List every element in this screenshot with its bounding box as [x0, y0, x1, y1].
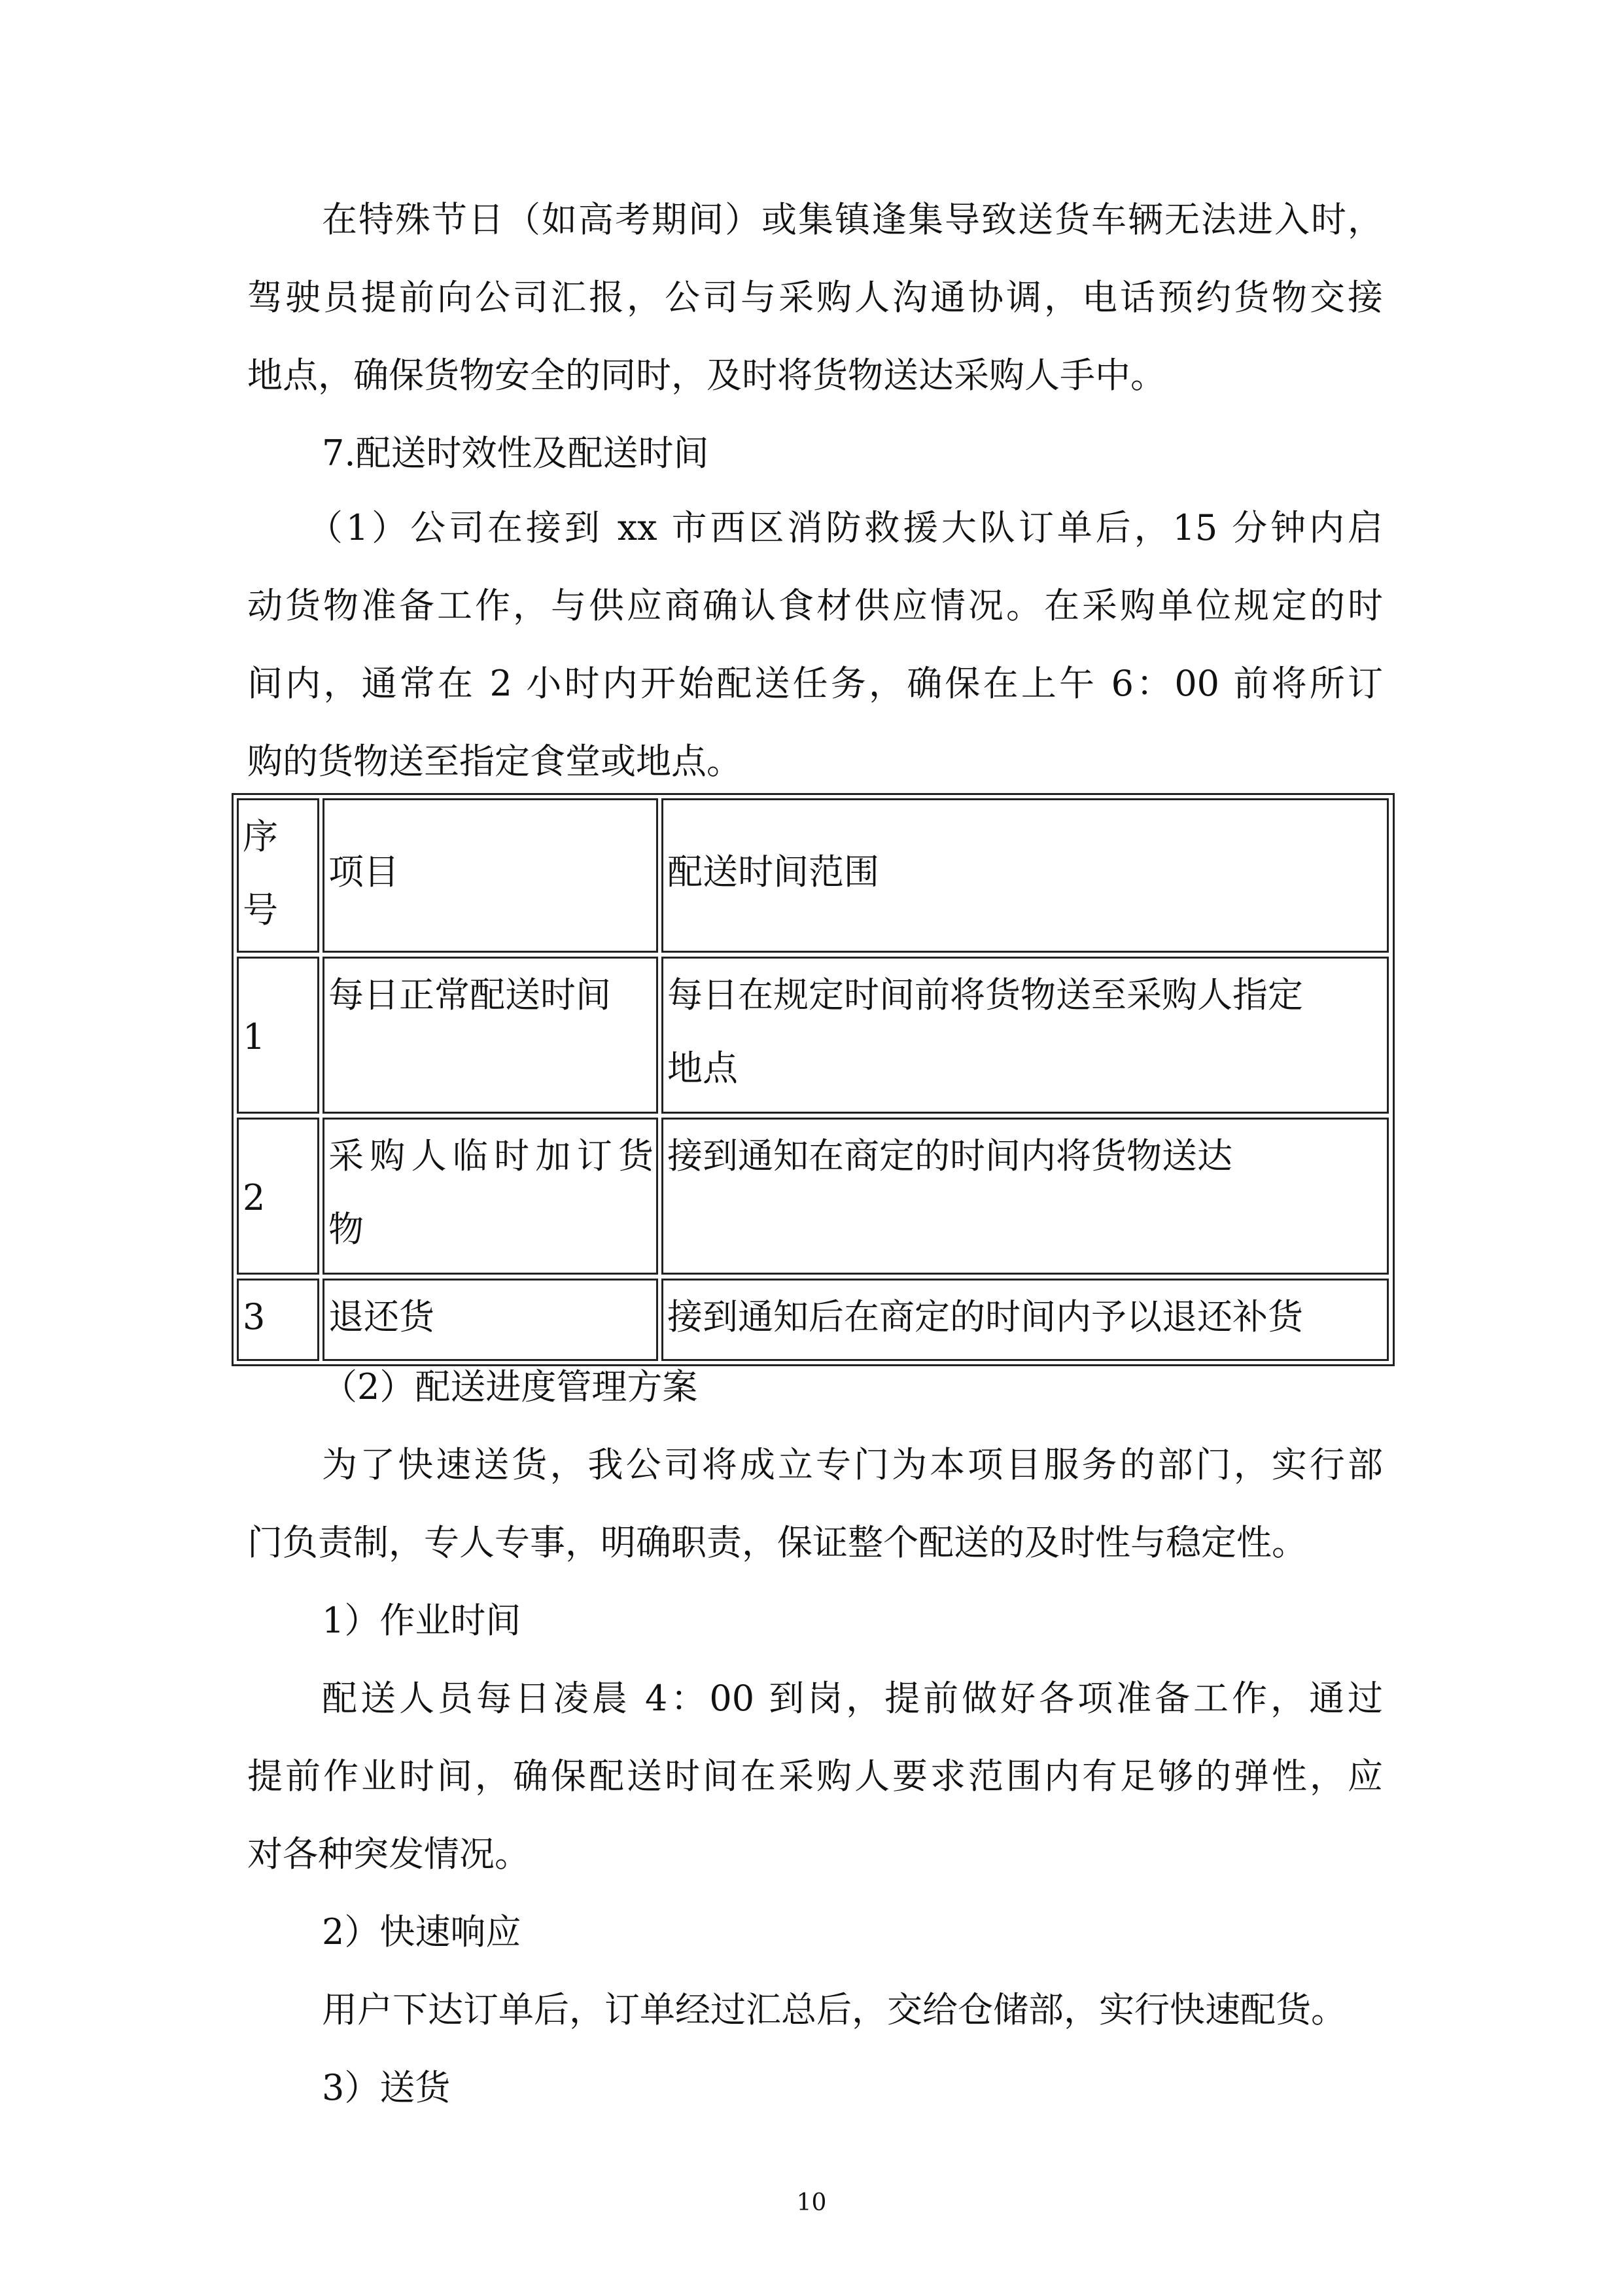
- table-header-range: [661, 798, 1389, 953]
- para1-line1: 在特殊节日（如高考期间）或集镇逢集导致送货车辆无法进入时，: [322, 199, 1383, 240]
- table-row1-range-line1: 每日在规定时间前将货物送至采购人指定: [667, 974, 1303, 1016]
- table-row1-item-line1: 每日正常配送时间: [328, 974, 611, 1016]
- section-heading-7: 7.配送时效性及配送时间: [322, 433, 709, 474]
- page-number: 10: [796, 2189, 827, 2216]
- item2-title: 2）快速响应: [322, 1911, 521, 1952]
- table-header-no-line1: 序: [243, 816, 278, 857]
- para2-line2: 动货物准备工作，与供应商确认食材供应情况。在采购单位规定的时: [247, 585, 1383, 626]
- table-row3-range: [661, 1279, 1389, 1361]
- intro-line1: 为了快速送货，我公司将成立专门为本项目服务的部门，实行部: [322, 1444, 1383, 1485]
- table-row1-range-line2: 地点: [667, 1048, 738, 1089]
- table-header-item-label: 项目: [328, 851, 399, 892]
- item2-line1: 用户下达订单后，订单经过汇总后，交给仓储部，实行快速配货。: [322, 1989, 1346, 2030]
- table-row1-range: [661, 957, 1389, 1114]
- table-row2-no-value: 2: [243, 1177, 266, 1218]
- item1-title: 1）作业时间: [322, 1600, 521, 1641]
- table-row3-item: [323, 1279, 658, 1361]
- table-row3-item-line1: 退还货: [328, 1296, 434, 1337]
- para2-line1: （1）公司在接到 xx 市西区消防救援大队订单后，15 分钟内启: [307, 507, 1383, 548]
- item1-line1: 配送人员每日凌晨 4：00 到岗，提前做好各项准备工作，通过: [322, 1678, 1383, 1719]
- table-row2-item-line2: 物: [328, 1209, 364, 1250]
- item1-line2: 提前作业时间，确保配送时间在采购人要求范围内有足够的弹性，应: [247, 1756, 1383, 1797]
- table-row2-range: [661, 1118, 1389, 1275]
- intro-line2: 门负责制，专人专事，明确职责，保证整个配送的及时性与稳定性。: [247, 1522, 1307, 1563]
- table-header-no: [237, 798, 319, 953]
- table-row3-no: [237, 1279, 319, 1361]
- table-header-no-line2: 号: [243, 889, 278, 930]
- table-row2-item-line1: 采购人临时加订货: [328, 1135, 654, 1176]
- table-header-range-label: 配送时间范围: [667, 851, 879, 892]
- table-row3-range-line1: 接到通知后在商定的时间内予以退还补货: [667, 1296, 1303, 1337]
- item3-title: 3）送货: [322, 2067, 451, 2108]
- table-row1-no-value: 1: [243, 1016, 266, 1057]
- table-row3-no-value: 3: [243, 1296, 266, 1337]
- para1-line3: 地点，确保货物安全的同时，及时将货物送达采购人手中。: [247, 355, 1166, 396]
- para2-line4: 购的货物送至指定食堂或地点。: [247, 741, 742, 782]
- subheading-2: （2）配送进度管理方案: [322, 1366, 698, 1407]
- table-row2-range-line1: 接到通知在商定的时间内将货物送达: [667, 1135, 1232, 1176]
- para1-line2: 驾驶员提前向公司汇报，公司与采购人沟通协调，电话预约货物交接: [247, 277, 1383, 318]
- table-row2-no: [237, 1118, 319, 1275]
- table-header-item: [323, 798, 658, 953]
- table-row1-item: [323, 957, 658, 1114]
- item1-line3: 对各种突发情况。: [247, 1833, 530, 1875]
- table-row2-item: [323, 1118, 658, 1275]
- table-row1-no: [237, 957, 319, 1114]
- para2-line3: 间内，通常在 2 小时内开始配送任务，确保在上午 6：00 前将所订: [247, 663, 1383, 704]
